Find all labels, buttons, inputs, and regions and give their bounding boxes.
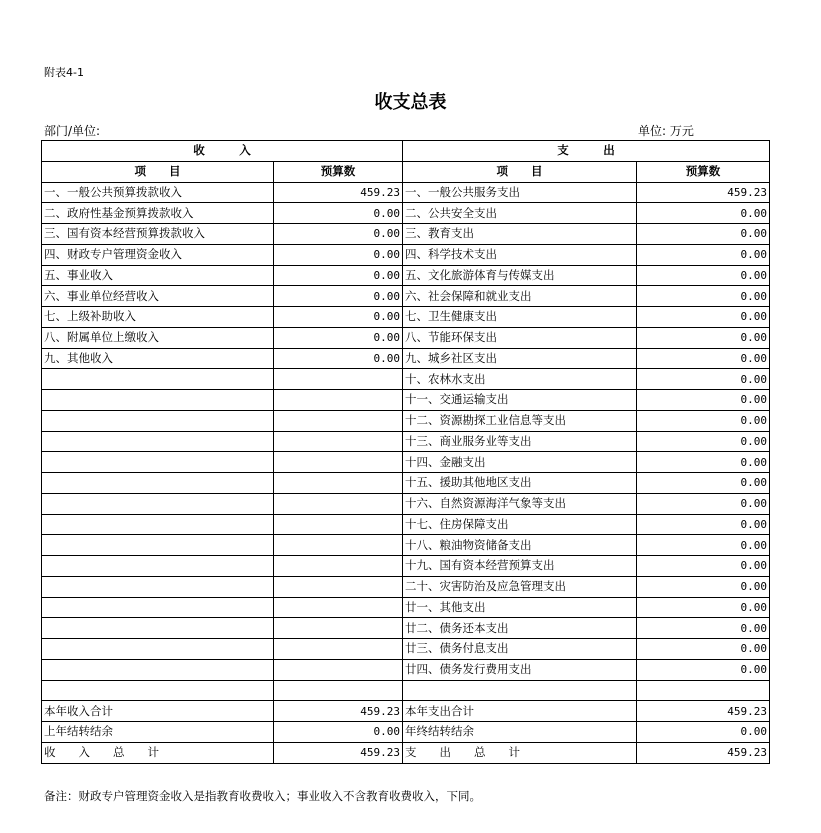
expense-item-cell: 廿四、债务发行费用支出: [403, 659, 637, 680]
income-item-cell: [42, 680, 274, 701]
page-title: 收支总表: [374, 92, 447, 113]
income-item-cell: 三、国有资本经营预算拨款收入: [42, 224, 274, 245]
income-budget-cell: 0.00: [274, 348, 403, 369]
income-item-cell: 八、附属单位上缴收入: [42, 327, 274, 348]
expense-item-cell: 十五、援助其他地区支出: [403, 473, 637, 494]
expense-budget-header: 预算数: [637, 161, 770, 182]
income-item-cell: [42, 618, 274, 639]
column-header-row: [42, 161, 770, 182]
expense-budget-cell: 0.00: [637, 348, 770, 369]
table-row: [42, 701, 770, 722]
expense-budget-cell: 0.00: [637, 722, 770, 743]
table-row: [42, 410, 770, 431]
expense-item-cell: 十、农林水支出: [403, 369, 637, 390]
income-item-cell: 二、政府性基金预算拨款收入: [42, 203, 274, 224]
expense-budget-cell: 0.00: [637, 369, 770, 390]
table-row: [42, 680, 770, 701]
income-item-cell: [42, 493, 274, 514]
income-budget-cell: [274, 431, 403, 452]
expense-item-cell: 十二、资源勘探工业信息等支出: [403, 410, 637, 431]
income-budget-cell: [274, 452, 403, 473]
table-row: [42, 265, 770, 286]
table-row: [42, 203, 770, 224]
table-row: [42, 597, 770, 618]
income-item-cell: 收 入 总 计: [42, 742, 274, 763]
budget-summary-table: [41, 140, 770, 764]
income-budget-cell: [274, 576, 403, 597]
expense-budget-cell: 0.00: [637, 265, 770, 286]
income-budget-cell: 0.00: [274, 286, 403, 307]
table-row: [42, 473, 770, 494]
table-row: [42, 556, 770, 577]
expense-budget-cell: 0.00: [637, 639, 770, 660]
income-item-cell: 六、事业单位经营收入: [42, 286, 274, 307]
expense-item-cell: 十九、国有资本经营预算支出: [403, 556, 637, 577]
income-budget-cell: 0.00: [274, 722, 403, 743]
expense-budget-cell: 0.00: [637, 327, 770, 348]
expense-item-cell: 年终结转结余: [403, 722, 637, 743]
expense-budget-cell: 459.23: [637, 182, 770, 203]
income-item-cell: 上年结转结余: [42, 722, 274, 743]
annex-label: 附表4-1: [44, 66, 84, 79]
expense-budget-cell: 0.00: [637, 535, 770, 556]
income-item-cell: [42, 452, 274, 473]
income-item-cell: [42, 514, 274, 535]
income-item-cell: [42, 556, 274, 577]
income-budget-cell: [274, 390, 403, 411]
expense-budget-cell: 0.00: [637, 473, 770, 494]
expense-item-cell: 六、社会保障和就业支出: [403, 286, 637, 307]
income-item-cell: 四、财政专户管理资金收入: [42, 244, 274, 265]
income-item-cell: 七、上级补助收入: [42, 307, 274, 328]
income-budget-cell: 0.00: [274, 307, 403, 328]
table-row: [42, 390, 770, 411]
expense-item-cell: [403, 680, 637, 701]
expense-budget-cell: 0.00: [637, 597, 770, 618]
table-row: [42, 742, 770, 763]
expense-item-cell: 廿一、其他支出: [403, 597, 637, 618]
income-budget-cell: 0.00: [274, 203, 403, 224]
income-item-cell: [42, 576, 274, 597]
income-budget-header: 预算数: [274, 161, 403, 182]
table-row: [42, 659, 770, 680]
expense-item-cell: 本年支出合计: [403, 701, 637, 722]
expense-item-cell: 十七、住房保障支出: [403, 514, 637, 535]
income-budget-cell: [274, 639, 403, 660]
expense-budget-cell: 0.00: [637, 390, 770, 411]
expense-item-cell: 九、城乡社区支出: [403, 348, 637, 369]
income-item-cell: 九、其他收入: [42, 348, 274, 369]
expense-budget-cell: 0.00: [637, 514, 770, 535]
expense-budget-cell: 0.00: [637, 410, 770, 431]
income-item-cell: 一、一般公共预算拨款收入: [42, 182, 274, 203]
expense-budget-cell: 0.00: [637, 431, 770, 452]
table-row: [42, 244, 770, 265]
table-row: [42, 327, 770, 348]
income-item-cell: [42, 390, 274, 411]
expense-budget-cell: 0.00: [637, 224, 770, 245]
income-budget-cell: [274, 680, 403, 701]
expense-item-cell: 三、教育支出: [403, 224, 637, 245]
income-budget-cell: 459.23: [274, 701, 403, 722]
income-item-cell: 五、事业收入: [42, 265, 274, 286]
expense-budget-cell: 0.00: [637, 452, 770, 473]
expense-item-cell: 五、文化旅游体育与传媒支出: [403, 265, 637, 286]
expense-item-cell: 十一、交通运输支出: [403, 390, 637, 411]
income-item-cell: [42, 535, 274, 556]
expense-item-cell: 廿三、债务付息支出: [403, 639, 637, 660]
table-row: [42, 286, 770, 307]
unit-label: 单位: 万元: [638, 124, 694, 138]
income-budget-cell: 0.00: [274, 265, 403, 286]
expense-item-cell: 二十、灾害防治及应急管理支出: [403, 576, 637, 597]
expense-budget-cell: 0.00: [637, 556, 770, 577]
income-budget-cell: 0.00: [274, 244, 403, 265]
table-row: [42, 576, 770, 597]
table-row: [42, 639, 770, 660]
expense-budget-cell: 0.00: [637, 576, 770, 597]
table-row: [42, 514, 770, 535]
expense-item-cell: 七、卫生健康支出: [403, 307, 637, 328]
expense-budget-cell: 0.00: [637, 203, 770, 224]
expense-item-cell: 十六、自然资源海洋气象等支出: [403, 493, 637, 514]
table-row: [42, 722, 770, 743]
expense-budget-cell: 0.00: [637, 659, 770, 680]
income-budget-cell: 459.23: [274, 742, 403, 763]
group-header-row: [42, 141, 770, 162]
income-budget-cell: [274, 556, 403, 577]
income-item-cell: [42, 410, 274, 431]
expense-budget-cell: 0.00: [637, 493, 770, 514]
expense-group-header: 支 出: [403, 141, 770, 162]
footnote: 备注：财政专户管理资金收入是指教育收费收入；事业收入不含教育收费收入，下同。: [44, 789, 481, 803]
expense-item-cell: 八、节能环保支出: [403, 327, 637, 348]
income-budget-cell: 0.00: [274, 327, 403, 348]
expense-budget-cell: 0.00: [637, 307, 770, 328]
expense-item-cell: 十八、粮油物资储备支出: [403, 535, 637, 556]
income-item-cell: [42, 369, 274, 390]
income-budget-cell: [274, 369, 403, 390]
expense-item-cell: 十三、商业服务业等支出: [403, 431, 637, 452]
expense-item-cell: 支 出 总 计: [403, 742, 637, 763]
expense-item-header: 项 目: [403, 161, 637, 182]
expense-budget-cell: 459.23: [637, 701, 770, 722]
table-row: [42, 535, 770, 556]
expense-item-cell: 十四、金融支出: [403, 452, 637, 473]
expense-item-cell: 四、科学技术支出: [403, 244, 637, 265]
expense-item-cell: 一、一般公共服务支出: [403, 182, 637, 203]
table-row: [42, 618, 770, 639]
income-item-cell: 本年收入合计: [42, 701, 274, 722]
department-label: 部门/单位:: [44, 124, 101, 138]
income-item-cell: [42, 597, 274, 618]
table-row: [42, 431, 770, 452]
income-budget-cell: [274, 514, 403, 535]
table-row: [42, 493, 770, 514]
expense-budget-cell: 459.23: [637, 742, 770, 763]
income-item-cell: [42, 659, 274, 680]
income-budget-cell: [274, 618, 403, 639]
table-row: [42, 369, 770, 390]
table-row: [42, 224, 770, 245]
table-row: [42, 307, 770, 328]
table-row: [42, 182, 770, 203]
expense-item-cell: 二、公共安全支出: [403, 203, 637, 224]
expense-item-cell: 廿二、债务还本支出: [403, 618, 637, 639]
income-item-cell: [42, 639, 274, 660]
expense-budget-cell: 0.00: [637, 286, 770, 307]
income-budget-cell: 459.23: [274, 182, 403, 203]
income-budget-cell: [274, 535, 403, 556]
income-budget-cell: 0.00: [274, 224, 403, 245]
table-row: [42, 348, 770, 369]
income-budget-cell: [274, 473, 403, 494]
income-item-cell: [42, 431, 274, 452]
table-row: [42, 452, 770, 473]
expense-budget-cell: 0.00: [637, 244, 770, 265]
income-budget-cell: [274, 493, 403, 514]
income-item-header: 项 目: [42, 161, 274, 182]
income-group-header: 收 入: [42, 141, 403, 162]
income-item-cell: [42, 473, 274, 494]
expense-budget-cell: [637, 680, 770, 701]
income-budget-cell: [274, 597, 403, 618]
income-budget-cell: [274, 659, 403, 680]
income-budget-cell: [274, 410, 403, 431]
expense-budget-cell: 0.00: [637, 618, 770, 639]
